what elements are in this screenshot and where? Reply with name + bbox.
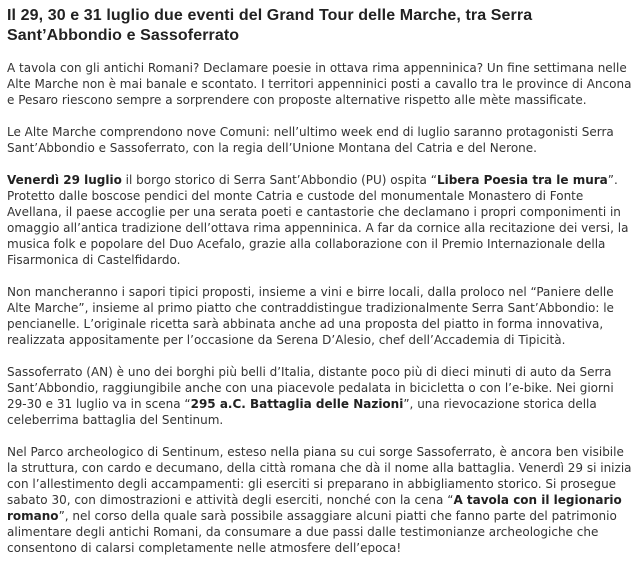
paragraph-sentinum bbox=[7, 444, 633, 556]
paragraph-text: ”, una rievocazione storica della celeberrima battaglia del Sentinum. bbox=[7, 397, 597, 427]
event-name-battaglia: 295 a.C. Battaglia delle Nazioni bbox=[190, 397, 404, 411]
paragraph-alte-marche: Le Alte Marche comprendono nove Comuni: nell’ultimo week end di luglio saranno protagonisti Serra Sant’Abbondio e Sassoferrato, con la regia dell’Unione Montana del Catria e del Nerone. bbox=[7, 125, 614, 155]
paragraph-text: ”. Protetto dalle boscose pendici del monte Catria e custode del monumentale Monastero di Fonte Avellana, il paese accoglie per una serata poeti e cantastorie che declamano i propri componimenti in omaggio all’antica tradizione dell’ottava rima appenninica. A far da cornice alla recitazione dei versi, la musica folk e popolare del Duo Acefalo, grazie alla collaborazione con il Premio Internazionale della Fisarmonica di Castelfidardo. bbox=[7, 173, 629, 267]
paragraph-sapori-tipici: Non mancheranno i sapori tipici proposti, insieme a vini e birre locali, dalla proloco nel “Paniere delle Alte Marche”, insieme al primo piatto che contraddistingue tradizionalmente Serra Sant’Abbondio: le pencianelle. L’originale ricetta sarà abbinata anche ad una proposta del piatto in forma innovativa, realizzata appositamente per l’occasione da Serena D’Alesio, chef dell’Accademia di Tipicità. bbox=[7, 285, 614, 347]
paragraph-intro: A tavola con gli antichi Romani? Declamare poesie in ottava rima appenninica? Un fine settimana nelle Alte Marche non è mai banale e scontato. I territori appenninici posti a cavallo tra le province di Ancona e Pesaro riescono sempre a sorprendere con proposte alternative rispetto alle mète massificate. bbox=[7, 61, 632, 107]
date-highlight: Venerdì 29 luglio bbox=[7, 173, 122, 187]
paragraph-serra-sant-abbondio bbox=[7, 172, 633, 268]
paragraph-text: il borgo storico di Serra Sant’Abbondio (PU) ospita “ bbox=[121, 173, 437, 187]
event-name-libera-poesia: Libera Poesia tra le mura bbox=[436, 173, 608, 187]
paragraph-sassoferrato bbox=[7, 364, 633, 428]
article-title: Il 29, 30 e 31 luglio due eventi del Grand Tour delle Marche, tra Serra Sant’Abbondio e Sassoferrato bbox=[7, 7, 533, 44]
event-name-cena: A tavola con il legionario romano bbox=[7, 493, 622, 523]
paragraph-text: ”, nel corso della quale sarà possibile assaggiare alcuni piatti che fanno parte del patrimonio alimentare degli antichi Romani, da consumare a due passi dalle testimonianze archeologiche che consentono di calarsi completamente nelle atmosfere dell’epoca! bbox=[7, 509, 617, 555]
paragraph-text: Sassoferrato (AN) è uno dei borghi più belli d’Italia, distante poco più di dieci minuti di auto da Serra Sant’Abbondio, raggiungibile anche con una piacevole pedalata in bicicletta o con l’e-bike. Nei giorni 29-30 e 31 luglio va in scena “ bbox=[7, 365, 614, 411]
paragraph-text: Nel Parco archeologico di Sentinum, esteso nella piana su cui sorge Sassoferrato, è ancora ben visibile la struttura, con cardo e decumano, della città romana che dà il nome alla battaglia. Venerdì 29 si inizia con l’allestimento degli accampamenti: gli eserciti si preparano in abbigliamento storico. Si prosegue sabato 30, con dimostrazioni e attività degli eserciti, nonché con la cena “ bbox=[7, 445, 632, 507]
